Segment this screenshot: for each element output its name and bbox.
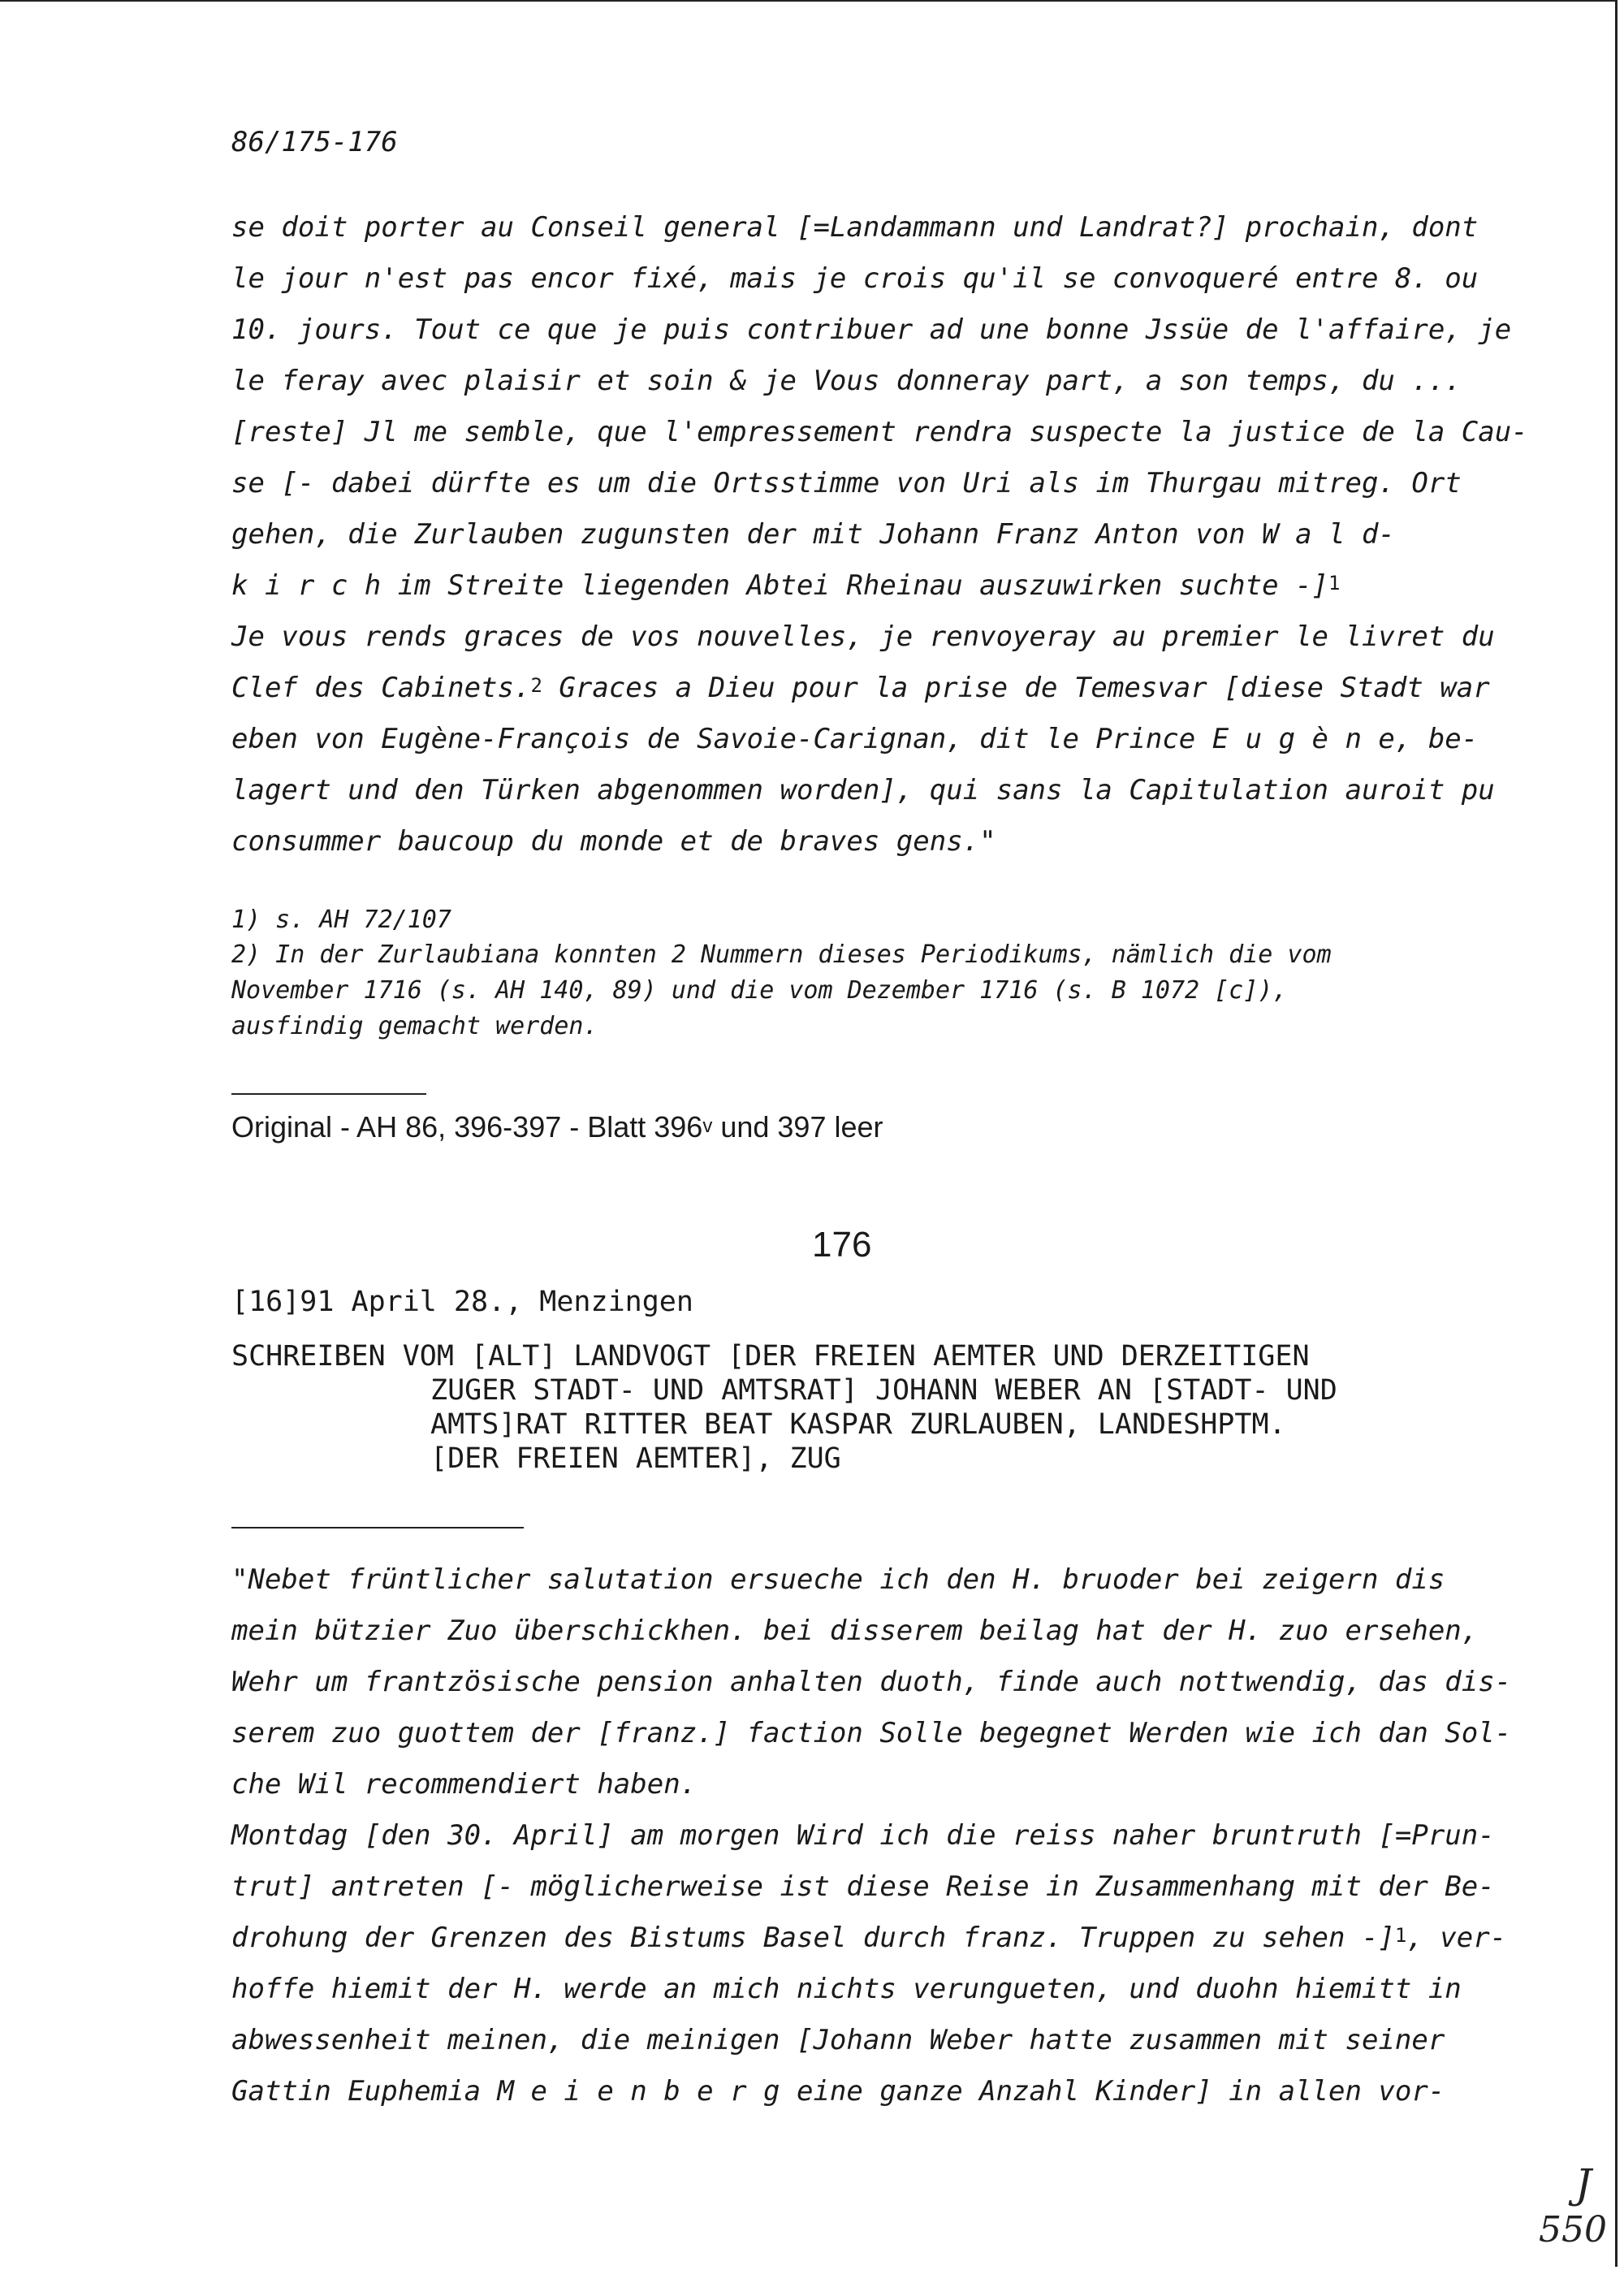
- footnote-marker: 2: [530, 674, 542, 697]
- footnote-marker: 1: [1394, 1924, 1407, 1947]
- letter-line: Graces a Dieu pour la prise de Temesvar [diese Stadt war: [542, 672, 1490, 704]
- footnote-1: 1) s. AH 72/107: [231, 906, 451, 934]
- letter-line: trut] antreten [- möglicherweise ist diese Reise in Zusammenhang mit der Be-: [231, 1870, 1495, 1903]
- letter-line: Je vous rends graces de vos nouvelles, je renvoyeray au premier le livret du: [231, 620, 1495, 653]
- letter-line: le feray avec plaisir et soin & je Vous donneray part, a son temps, du ...: [231, 365, 1462, 397]
- letter-line: gehen, die Zurlauben zugunsten der mit Johann Franz Anton von W a l d-: [231, 518, 1395, 551]
- source-text: Original - AH 86, 396-397 - Blatt 396: [231, 1110, 703, 1144]
- letter-line: eben von Eugène-François de Savoie-Carignan, dit le Prince E u g è n e, be-: [231, 723, 1479, 755]
- letter-line: Montdag [den 30. April] am morgen Wird ich die reiss naher bruntruth [=Prun-: [231, 1819, 1495, 1852]
- letter-line-with-footnote: [231, 1922, 1506, 1957]
- letter-line: se [- dabei dürfte es um die Ortsstimme von Uri als im Thurgau mitreg. Ort: [231, 467, 1462, 499]
- source-text-rest: und 397 leer: [712, 1110, 883, 1144]
- divider: [231, 1093, 426, 1095]
- letter-line: consummer baucoup du monde et de braves gens.": [231, 825, 996, 858]
- footnote-2-line: 2) In der Zurlaubiana konnten 2 Nummern dieses Periodikums, nämlich die vom: [231, 940, 1332, 969]
- letter-line: le jour n'est pas encor fixé, mais je crois qu'il se convoqueré entre 8. ou: [231, 262, 1479, 295]
- handwritten-page-number: 550: [1539, 2209, 1607, 2251]
- letter-line: , ver-: [1406, 1922, 1507, 1954]
- document-title-line: [DER FREIEN AEMTER], ZUG: [430, 1442, 841, 1475]
- letter-line-with-footnote: [231, 569, 1340, 604]
- footnote-marker: 1: [1328, 572, 1341, 595]
- letter-line: se doit porter au Conseil general [=Landammann und Landrat?] prochain, dont: [231, 211, 1479, 244]
- document-number: 176: [812, 1225, 872, 1265]
- footnote-2-line: November 1716 (s. AH 140, 89) und die vom Dezember 1716 (s. B 1072 [c]),: [231, 976, 1288, 1005]
- verso-marker: v: [702, 1115, 713, 1137]
- letter-line: Clef des Cabinets.: [231, 672, 531, 704]
- handwritten-mark: J: [1575, 2160, 1592, 2207]
- letter-line: "Nebet früntlicher salutation ersueche ich den H. bruoder bei zeigern dis: [231, 1563, 1445, 1596]
- letter-line: mein bützier Zuo überschickhen. bei disserem beilag hat der H. zuo ersehen,: [231, 1615, 1479, 1647]
- letter-line-with-footnote: [231, 672, 1490, 707]
- letter-line: Wehr um frantzösische pension anhalten duoth, finde auch nottwendig, das dis-: [231, 1666, 1512, 1698]
- document-title-line: AMTS]RAT RITTER BEAT KASPAR ZURLAUBEN, LANDESHPTM.: [430, 1408, 1286, 1441]
- date-place: [16]91 April 28., Menzingen: [231, 1286, 693, 1318]
- document-title-line: SCHREIBEN VOM [ALT] LANDVOGT [DER FREIEN AEMTER UND DERZEITIGEN: [231, 1340, 1310, 1373]
- letter-line: k i r c h im Streite liegenden Abtei Rheinau auszuwirken suchte -]: [231, 569, 1329, 602]
- divider: [231, 1527, 524, 1528]
- letter-line: Gattin Euphemia M e i e n b e r g eine ganze Anzahl Kinder] in allen vor-: [231, 2075, 1445, 2108]
- letter-line: lagert und den Türken abgenommen worden], qui sans la Capitulation auroit pu: [231, 774, 1495, 806]
- letter-line: 10. jours. Tout ce que je puis contribuer ad une bonne Jssüe de l'affaire, je: [231, 313, 1512, 346]
- page-reference: 86/175-176: [231, 126, 398, 158]
- letter-line: serem zuo guottem der [franz.] faction Solle begegnet Werden wie ich dan Sol-: [231, 1717, 1512, 1749]
- letter-line: [reste] Jl me semble, que l'empressement rendra suspecte la justice de la Cau-: [231, 416, 1528, 448]
- document-title-line: ZUGER STADT- UND AMTSRAT] JOHANN WEBER AN [STADT- UND: [430, 1374, 1337, 1407]
- letter-line: abwessenheit meinen, die meinigen [Johann Weber hatte zusammen mit seiner: [231, 2024, 1445, 2056]
- letter-line: drohung der Grenzen des Bistums Basel durch franz. Truppen zu sehen -]: [231, 1922, 1395, 1954]
- letter-line: che Wil recommendiert haben.: [231, 1768, 698, 1801]
- letter-line: hoffe hiemit der H. werde an mich nichts verungueten, und duohn hiemitt in: [231, 1973, 1462, 2005]
- footnote-2-line: ausfindig gemacht werden.: [231, 1012, 598, 1040]
- source-citation: [231, 1111, 883, 1148]
